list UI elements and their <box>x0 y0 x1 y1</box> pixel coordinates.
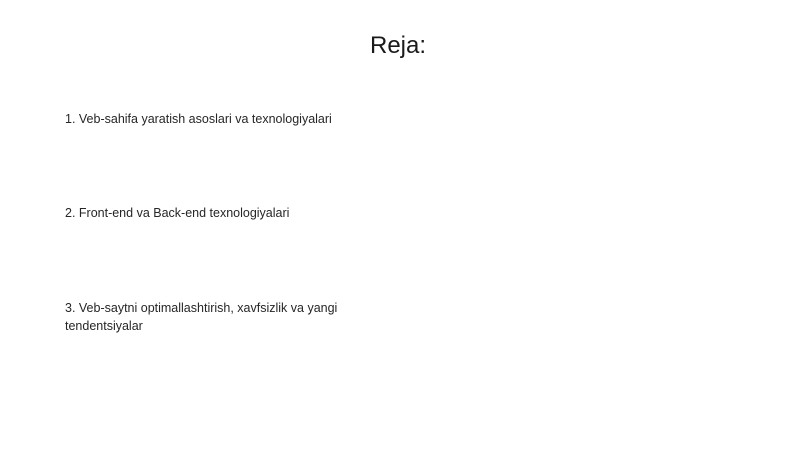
agenda-item-3: 3. Veb-saytni optimallashtirish, xavfsizlik va yangi tendentsiyalar <box>65 301 338 333</box>
agenda-item-2: 2. Front-end va Back-end texnologiyalari <box>65 206 290 220</box>
slide-title: Reja: <box>369 32 427 59</box>
agenda-item-1: 1. Veb-sahifa yaratish asoslari va texnologiyalari <box>65 112 332 126</box>
